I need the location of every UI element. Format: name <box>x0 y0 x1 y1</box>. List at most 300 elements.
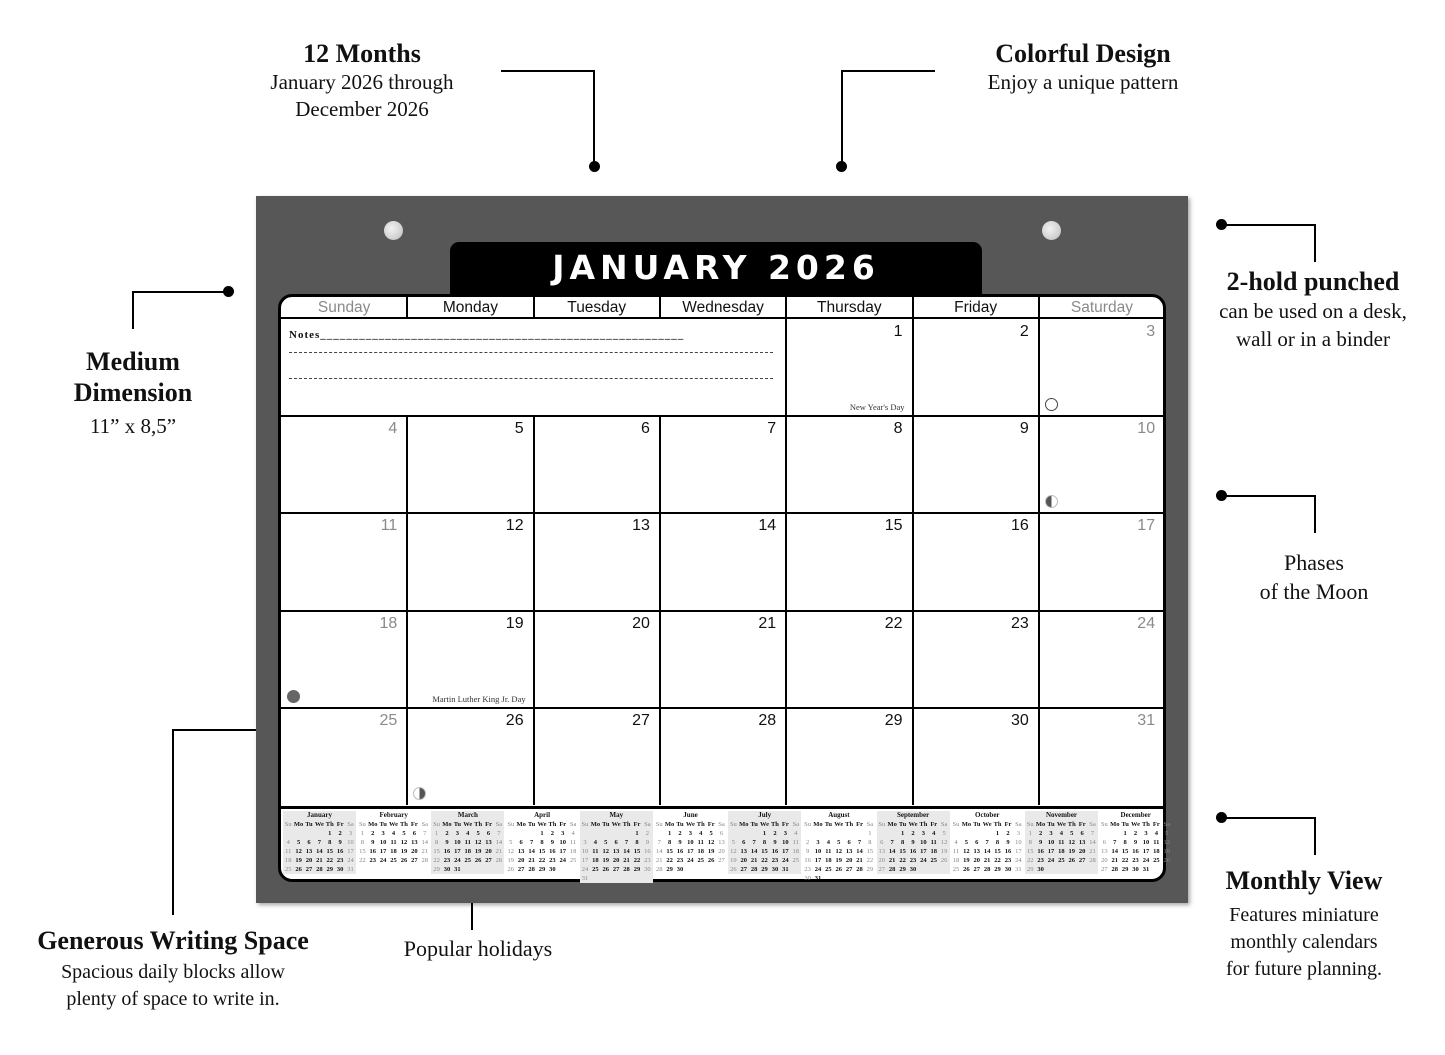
mini-day: 10 <box>379 839 387 846</box>
mini-day: 21 <box>1111 857 1119 864</box>
day-cell[interactable] <box>1039 611 1165 708</box>
day-cell[interactable] <box>534 513 660 610</box>
mini-day <box>506 829 516 838</box>
mini-day: 9 <box>645 839 649 846</box>
mini-day: 12 <box>295 848 302 855</box>
mini-month-name: March <box>457 811 478 819</box>
mini-weekday: Tu <box>676 821 684 828</box>
day-cell[interactable] <box>660 611 786 708</box>
leader-dot <box>223 286 234 297</box>
mini-day: 14 <box>1089 839 1096 846</box>
mini-day <box>621 829 631 838</box>
day-cell[interactable] <box>660 513 786 610</box>
mini-day: 19 <box>400 848 408 855</box>
mini-day: 7 <box>1113 839 1117 846</box>
mini-day: 5 <box>964 839 968 846</box>
mini-weekday: We <box>908 821 918 828</box>
mini-day: 20 <box>485 848 492 855</box>
mini-day: 12 <box>730 848 737 855</box>
mini-month-name: February <box>379 811 408 819</box>
mini-weekday: Sa <box>569 821 577 828</box>
mini-day: 19 <box>707 848 715 855</box>
mini-day: 19 <box>507 857 515 864</box>
mini-day: 25 <box>569 857 577 864</box>
mini-weekday: Tu <box>453 821 462 828</box>
mini-weekday: Sa <box>718 821 725 828</box>
mini-day: 8 <box>1028 839 1032 846</box>
callout-desc-line: Spacious daily blocks allow <box>61 961 285 983</box>
mini-day: 30 <box>771 866 779 873</box>
mini-weekday: Mo <box>813 821 823 828</box>
mini-day: 3 <box>583 839 587 846</box>
day-cell[interactable] <box>660 708 786 805</box>
mini-day: 4 <box>1059 830 1063 837</box>
mini-day: 12 <box>835 848 842 855</box>
mini-day <box>621 874 631 883</box>
mini-day: 6 <box>880 839 884 846</box>
mini-day: 11 <box>825 848 832 855</box>
callout-desc-line: plenty of space to write in. <box>66 988 280 1010</box>
mini-day: 10 <box>581 848 589 855</box>
mini-day: 22 <box>633 857 641 864</box>
mini-day: 1 <box>868 830 872 837</box>
day-number: 29 <box>884 711 903 729</box>
mini-day: 7 <box>890 839 894 846</box>
mini-day: 31 <box>814 875 822 882</box>
mini-day: 19 <box>1068 848 1075 855</box>
mini-day: 26 <box>507 866 515 873</box>
mini-day: 27 <box>485 857 492 864</box>
mini-day <box>516 829 526 838</box>
leader-dot <box>1216 812 1227 823</box>
day-cell[interactable] <box>534 708 660 805</box>
grid-line <box>785 297 787 319</box>
mini-day <box>642 874 652 883</box>
mini-calendar-august <box>802 811 875 883</box>
mini-weekday-row <box>877 820 950 829</box>
day-number: 3 <box>1146 323 1156 340</box>
mini-day: 18 <box>390 848 397 855</box>
day-cell[interactable] <box>660 416 786 513</box>
mini-day: 16 <box>1037 848 1044 855</box>
mini-weekday-row <box>951 820 1024 829</box>
mini-day: 17 <box>1047 848 1055 855</box>
mini-day: 15 <box>666 848 673 855</box>
mini-weekday-row <box>654 820 727 829</box>
callout-monthly-view <box>1194 865 1414 983</box>
mini-day: 10 <box>814 848 822 855</box>
mini-day: 4 <box>286 839 290 846</box>
mini-week-row <box>283 829 356 838</box>
day-cell[interactable] <box>786 611 912 708</box>
mini-day: 20 <box>612 857 620 864</box>
mini-day: 15 <box>899 848 906 855</box>
mini-week-row <box>506 856 579 865</box>
mini-day: 23 <box>443 857 451 864</box>
callout-desc-line: Features miniature <box>1229 904 1379 926</box>
day-cell[interactable] <box>534 416 660 513</box>
mini-day: 19 <box>963 857 970 864</box>
mini-day: 13 <box>718 839 725 846</box>
day-number: 14 <box>758 517 777 535</box>
mini-day <box>844 874 854 883</box>
mini-day: 27 <box>718 857 725 864</box>
mini-day: 31 <box>454 866 461 873</box>
mini-day: 1 <box>995 830 1000 837</box>
mini-week-row <box>357 856 430 865</box>
day-cell[interactable] <box>1039 708 1165 805</box>
day-number: 30 <box>1011 711 1029 729</box>
mini-day: 15 <box>994 848 1001 855</box>
mini-day: 13 <box>612 848 620 855</box>
mini-day: 4 <box>699 830 703 837</box>
mini-day: 12 <box>474 839 482 846</box>
mini-week-row <box>431 865 504 874</box>
mini-month-name: April <box>534 811 551 819</box>
mini-day: 27 <box>1078 857 1086 864</box>
mini-day: 27 <box>845 866 853 873</box>
mini-day: 7 <box>657 839 661 846</box>
mini-weekday: Fr <box>1152 821 1160 828</box>
mini-weekday-row <box>580 820 653 829</box>
mini-day: 14 <box>983 848 991 855</box>
day-cell[interactable] <box>407 611 533 708</box>
mini-day: 13 <box>973 848 981 855</box>
mini-day: 4 <box>571 830 575 837</box>
holiday-label: Martin Luther King Jr. Day <box>432 693 526 704</box>
mini-weekday: Tu <box>824 821 833 828</box>
mini-day: 29 <box>326 866 333 873</box>
mini-day: 11 <box>1058 839 1065 846</box>
mini-day: 2 <box>338 830 342 837</box>
mini-day: 27 <box>973 866 981 873</box>
mini-day: 1 <box>360 830 364 837</box>
mini-week-row <box>802 856 875 865</box>
mini-day: 10 <box>1142 839 1150 846</box>
mini-day: 20 <box>973 857 981 864</box>
mini-day <box>1099 829 1109 838</box>
mini-week-row <box>357 829 430 838</box>
mini-day: 16 <box>443 848 451 855</box>
mini-week-row <box>580 865 653 874</box>
mini-day: 19 <box>295 857 302 864</box>
mini-day: 6 <box>719 830 724 837</box>
mini-day: 8 <box>635 839 639 846</box>
callout-desc-line: 11” x 8,5” <box>89 414 177 438</box>
mini-day: 31 <box>1015 866 1022 873</box>
mini-day: 1 <box>667 830 672 837</box>
mini-weekday: Th <box>325 821 334 828</box>
mini-day: 18 <box>825 857 832 864</box>
day-number: 21 <box>758 614 777 632</box>
mini-day <box>685 865 695 874</box>
day-cell[interactable] <box>281 513 407 610</box>
mini-weekday: Fr <box>707 821 715 828</box>
mini-day: 21 <box>421 848 428 855</box>
mini-day: 5 <box>942 830 946 837</box>
mini-week-row <box>654 847 727 856</box>
mini-day <box>654 829 664 838</box>
callout-title: Colorful Design <box>995 39 1171 68</box>
mini-day: 15 <box>866 848 874 855</box>
mini-day: 30 <box>1132 866 1139 873</box>
mini-day: 11 <box>592 848 599 855</box>
mini-day: 13 <box>485 839 492 846</box>
leader-line <box>1221 224 1316 262</box>
mini-day: 18 <box>697 848 704 855</box>
callout-writing-space <box>18 925 328 1013</box>
mini-day: 23 <box>804 866 811 873</box>
mini-day: 11 <box>390 839 397 846</box>
mini-month-name: May <box>609 811 624 819</box>
grid-line <box>659 297 661 319</box>
mini-day: 24 <box>782 857 789 864</box>
mini-day: 9 <box>911 839 915 846</box>
mini-week-row <box>951 829 1024 838</box>
mini-day: 15 <box>1121 848 1129 855</box>
mini-weekday: We <box>611 821 621 828</box>
mini-day: 23 <box>1004 857 1012 864</box>
mini-day <box>696 865 706 874</box>
mini-day: 3 <box>783 830 787 837</box>
mini-day: 6 <box>519 839 523 846</box>
mini-day: 1 <box>434 830 439 837</box>
mini-week-row <box>728 847 801 856</box>
mini-day: 15 <box>1026 848 1034 855</box>
day-cell[interactable] <box>913 611 1039 708</box>
mini-week-row <box>357 847 430 856</box>
mini-day: 8 <box>434 839 439 846</box>
mini-day: 18 <box>930 848 937 855</box>
mini-day: 17 <box>782 848 789 855</box>
mini-day: 9 <box>1006 839 1010 846</box>
mini-month-name: January <box>307 811 332 819</box>
mini-day: 6 <box>486 830 491 837</box>
mini-day: 9 <box>678 839 682 846</box>
mini-day: 21 <box>655 857 663 864</box>
mini-weekday: Th <box>622 821 631 828</box>
mini-weekday: Tu <box>527 821 536 828</box>
mini-day: 30 <box>443 866 451 873</box>
mini-day: 26 <box>474 857 482 864</box>
mini-day: 18 <box>1153 848 1160 855</box>
mini-day: 3 <box>816 839 820 846</box>
mini-day: 5 <box>837 839 841 846</box>
day-cell[interactable] <box>786 416 912 513</box>
callout-title: Generous Writing Space <box>37 926 309 955</box>
day-cell[interactable] <box>407 416 533 513</box>
mini-day: 8 <box>328 839 332 846</box>
mini-day: 3 <box>561 830 565 837</box>
mini-weekday: We <box>685 821 695 828</box>
mini-day <box>611 874 621 883</box>
mini-week-row <box>506 865 579 874</box>
day-cell[interactable] <box>407 513 533 610</box>
mini-day: 21 <box>623 857 630 864</box>
mini-day <box>293 829 303 838</box>
mini-day: 17 <box>1015 848 1022 855</box>
mini-day: 12 <box>602 848 610 855</box>
grid-line <box>406 297 408 319</box>
mini-week-row <box>580 838 653 847</box>
mini-week-row <box>951 838 1024 847</box>
mini-calendar-may <box>580 811 653 883</box>
mini-day: 19 <box>602 857 610 864</box>
mini-day: 9 <box>1133 839 1138 846</box>
mini-day <box>632 874 642 883</box>
mini-weekday: Fr <box>1004 821 1012 828</box>
mini-day: 29 <box>866 866 874 873</box>
mini-day: 28 <box>655 866 663 873</box>
mini-calendar-november <box>1025 811 1098 874</box>
leader-dot <box>836 161 847 172</box>
callout-desc-line: for future planning. <box>1225 958 1383 980</box>
mini-week-row <box>877 865 950 874</box>
mini-day: 29 <box>761 866 768 873</box>
mini-day: 21 <box>888 857 896 864</box>
mini-day: 7 <box>985 839 989 846</box>
day-cell[interactable] <box>913 416 1039 513</box>
mini-weekday: We <box>537 821 547 828</box>
mini-day: 22 <box>359 857 366 864</box>
day-cell[interactable] <box>1039 513 1165 610</box>
day-cell[interactable] <box>786 319 912 416</box>
mini-day: 11 <box>952 848 960 855</box>
mini-day <box>601 829 611 838</box>
mini-calendar-december <box>1099 811 1172 874</box>
mini-weekday: Tu <box>750 821 758 828</box>
callout-colorful-design <box>960 38 1206 96</box>
mini-weekday: Tu <box>973 821 981 828</box>
mini-week-row <box>1099 838 1172 847</box>
day-number: 23 <box>1011 614 1029 632</box>
mini-day: 16 <box>676 848 684 855</box>
mini-weekday: We <box>1131 821 1141 828</box>
mini-weekday: Fr <box>1078 821 1086 828</box>
callout-desc-line: wall or in a binder <box>1236 327 1390 351</box>
day-cell[interactable] <box>1039 319 1165 416</box>
mini-day: 4 <box>954 839 958 846</box>
mini-day: 4 <box>932 830 936 837</box>
callout-desc-line: of the Moon <box>1259 579 1369 604</box>
day-cell[interactable] <box>281 611 407 708</box>
mini-day <box>1046 865 1056 874</box>
day-cell[interactable] <box>281 416 407 513</box>
day-cell[interactable] <box>281 708 407 805</box>
day-cell[interactable] <box>913 319 1039 416</box>
day-cell[interactable] <box>786 513 912 610</box>
mini-day: 7 <box>624 839 629 846</box>
notes-label: Notes________________________________________________________ <box>289 329 685 341</box>
mini-weekday: Th <box>845 821 854 828</box>
mini-weekday: Fr <box>410 821 418 828</box>
mini-day: 5 <box>1165 830 1169 837</box>
day-cell[interactable] <box>913 513 1039 610</box>
day-cell[interactable] <box>534 611 660 708</box>
moon-full-icon <box>1045 398 1058 411</box>
day-number: 1 <box>893 323 903 340</box>
mini-weekday: Tu <box>1047 821 1055 828</box>
mini-day: 22 <box>1121 857 1129 864</box>
mini-day: 16 <box>771 848 779 855</box>
mini-weekday: We <box>760 821 770 828</box>
mini-weekday: Su <box>952 821 960 828</box>
weekday-thursday: Thursday <box>786 297 912 319</box>
mini-day: 14 <box>623 848 630 855</box>
mini-day: 30 <box>676 866 684 873</box>
mini-week-row <box>580 829 653 838</box>
mini-day: 22 <box>1026 857 1034 864</box>
day-cell[interactable] <box>913 708 1039 805</box>
mini-day: 16 <box>1132 848 1139 855</box>
mini-weekday: Su <box>284 821 292 828</box>
mini-day: 14 <box>316 848 323 855</box>
mini-day: 27 <box>612 866 620 873</box>
mini-weekday: Th <box>399 821 408 828</box>
day-cell[interactable] <box>786 708 912 805</box>
mini-day: 21 <box>1089 848 1096 855</box>
day-cell[interactable] <box>407 708 533 805</box>
mini-day: 17 <box>559 848 566 855</box>
mini-day: 2 <box>371 830 375 837</box>
mini-week-row <box>506 829 579 838</box>
mini-weekday: Th <box>696 821 705 828</box>
mini-week-row <box>506 838 579 847</box>
mini-calendar-january <box>283 811 356 874</box>
moon-last-quarter-icon <box>1045 495 1058 508</box>
mini-weekday: Su <box>358 821 366 828</box>
mini-day <box>716 865 726 874</box>
mini-day <box>918 865 928 874</box>
mini-day <box>834 874 844 883</box>
mini-day: 26 <box>400 857 408 864</box>
weekday-monday: Monday <box>407 297 533 319</box>
mini-day <box>611 829 621 838</box>
day-cell[interactable] <box>1039 416 1165 513</box>
mini-day: 29 <box>633 866 641 873</box>
mini-day <box>739 829 749 838</box>
calendar-sheet <box>278 294 1170 882</box>
mini-day <box>1067 865 1077 874</box>
mini-weekday: Fr <box>485 821 492 828</box>
mini-day: 25 <box>697 857 704 864</box>
mini-day: 8 <box>360 839 364 846</box>
mini-day: 10 <box>782 839 789 846</box>
day-number: 22 <box>884 614 903 632</box>
mini-day: 10 <box>1015 839 1022 846</box>
mini-day: 24 <box>1047 857 1055 864</box>
leader-line <box>841 70 935 168</box>
mini-day: 26 <box>707 857 715 864</box>
mini-day: 18 <box>284 857 292 864</box>
callout-desc-line: December 2026 <box>295 97 429 121</box>
mini-weekday: Tu <box>1121 821 1129 828</box>
callout-desc-line: can be used on a desk, <box>1219 299 1407 323</box>
mini-weekday: Mo <box>442 821 452 828</box>
mini-day: 11 <box>792 839 799 846</box>
mini-week-row <box>283 847 356 856</box>
mini-day: 7 <box>1090 830 1095 837</box>
day-number: 8 <box>893 420 903 438</box>
mini-day: 8 <box>667 839 672 846</box>
day-number: 16 <box>1011 517 1029 535</box>
mini-day: 11 <box>464 839 471 846</box>
mini-calendars-strip <box>281 806 1170 882</box>
day-number: 4 <box>388 420 398 438</box>
mini-day: 31 <box>347 866 354 873</box>
mini-weekday: Mo <box>664 821 675 828</box>
mini-week-row <box>580 847 653 856</box>
